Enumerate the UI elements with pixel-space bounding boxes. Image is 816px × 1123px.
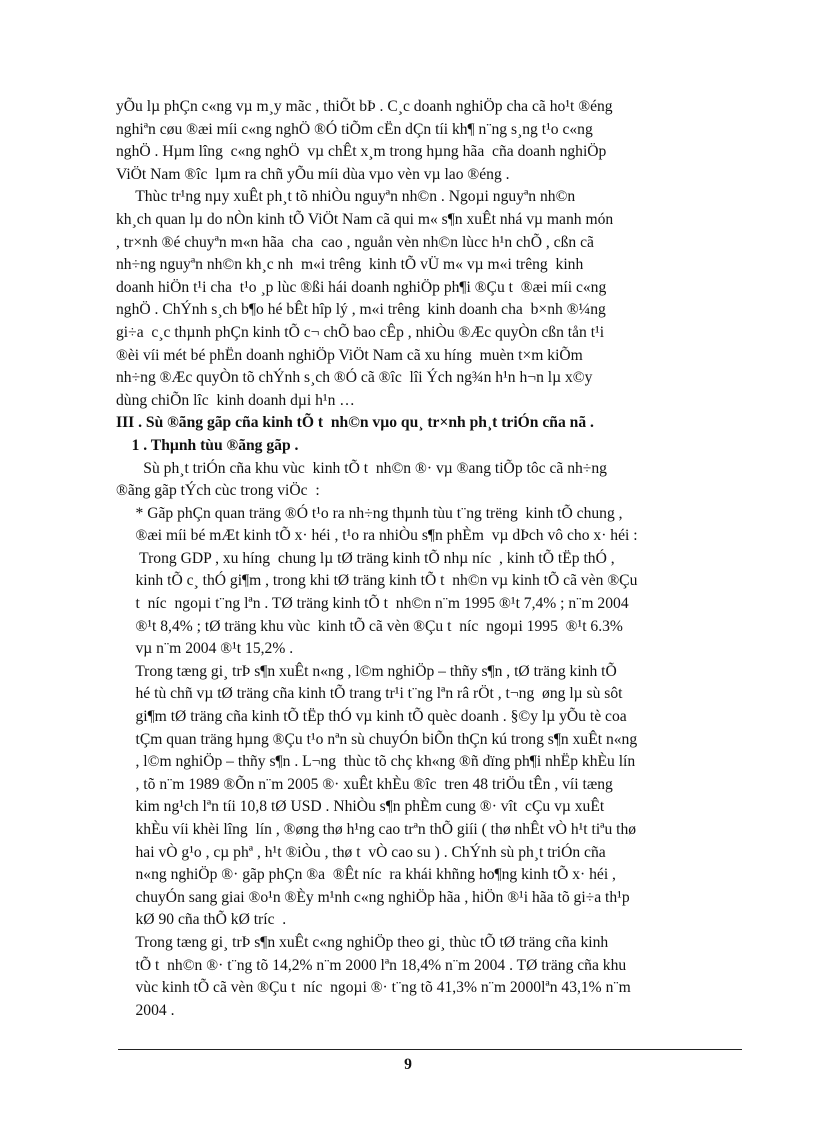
text-line: chuyÓn sang giai ®o¹n ®Èy m¹nh c«ng nghiÖp hãa , hiÖn ®¹i hãa tõ gi÷a th¹p	[116, 888, 630, 906]
text-line: nh÷ng ®Æc quyÒn tõ chÝnh s¸ch ®Ó cã ®îc lîi Ých ng¾n h¹n h¬n lµ x©y	[116, 369, 593, 387]
text-line: kh¸ch quan lµ do nÒn kinh tÕ ViÖt Nam cã qui m« s¶n xuÊt nhá vµ manh món	[116, 210, 614, 228]
text-line: tÇm quan träng hµng ®Çu t¹o nªn sù chuyÓn biÕn thÇn kú trong s¶n xuÊt n«ng	[116, 730, 638, 748]
text-line: nghÖ . Hµm lîng c«ng nghÖ vµ chÊt x¸m trong hµng hãa cña doanh nghiÖp	[116, 143, 607, 161]
text-line: kim ng¹ch lªn tíi 10,8 tØ USD . NhiÒu s¶n phÈm cung ®· vît cÇu vµ xuÊt	[116, 798, 605, 816]
text-line: , tr×nh ®é chuyªn m«n hãa cha cao , nguån vèn nh©n lùcc h¹n chÕ , cßn cã	[116, 233, 594, 251]
text-line: kinh tÕ c¸ thÓ gi¶m , trong khi tØ träng kinh tÕ t nh©n vµ kinh tÕ cã vèn ®Çu	[116, 572, 638, 590]
text-line: nh÷ng nguyªn nh©n kh¸c nh m«i trêng kinh tÕ vÜ m« vµ m«i trêng kinh	[116, 256, 584, 274]
text-line: , l©m nghiÖp – thñy s¶n . L¬ng thùc tõ chç kh«ng ®ñ dïng ph¶i nhËp khÈu lín	[116, 753, 636, 771]
text-line: kØ 90 cña thÕ kØ tríc .	[116, 911, 287, 929]
text-line: Sù ph¸t triÓn cña khu vùc kinh tÕ t nh©n ®· vµ ®ang tiÕp tôc cã nh÷ng	[116, 459, 607, 477]
text-line: Thùc tr¹ng nµy xuÊt ph¸t tõ nhiÒu nguyªn nh©n . Ngoµi nguyªn nh©n	[116, 188, 576, 206]
text-line: Trong tæng gi¸ trÞ s¶n xuÊt c«ng nghiÖp theo gi¸ thùc tÕ tØ träng cña kinh	[116, 933, 609, 951]
text-line: gi¶m tØ träng cña kinh tÕ tËp thÓ vµ kinh tÕ quèc doanh . §©y lµ yÕu tè coa	[116, 708, 627, 726]
page-number: 9	[404, 1056, 412, 1073]
text-line: Trong GDP , xu híng chung lµ tØ träng kinh tÕ nhµ níc , kinh tÕ tËp thÓ ,	[116, 549, 615, 567]
text-line: yÕu lµ phÇn c«ng vµ m¸y mãc , thiÕt bÞ . C¸c doanh nghiÖp cha cã ho¹t ®éng	[116, 98, 613, 115]
text-line: doanh hiÖn t¹i cha t¹o ¸p lùc ®ßi hái doanh nghiÖp ph¶i ®Çu t ®æi míi c«ng	[116, 278, 607, 296]
text-line: ®ãng gãp tÝch cùc trong viÖc :	[116, 482, 320, 500]
text-line: tÕ t nh©n ®· t¨ng tõ 14,2% n¨m 2000 lªn 18,4% n¨m 2004 . TØ träng cña khu	[116, 956, 627, 974]
text-line: vùc kinh tÕ cã vèn ®Çu t níc ngoµi ®· t¨ng tõ 41,3% n¨m 2000lªn 43,1% n¨m	[116, 979, 631, 997]
text-line: khÈu víi khèi lîng lín , ®øng thø h¹ng cao trªn thÕ giíi ( thø nhÊt vÒ h¹t tiªu thø	[116, 821, 637, 838]
text-line: n«ng nghiÖp ®· gãp phÇn ®a ®Êt níc ra khái khñng ho¶ng kinh tÕ x· héi ,	[116, 866, 616, 884]
text-line: ®¹t 8,4% ; tØ träng khu vùc kinh tÕ cã vèn ®Çu t níc ngoµi 1995 ®¹t 6.3%	[116, 617, 623, 635]
text-line: ®æi míi bé mÆt kinh tÕ x· héi , t¹o ra nhiÒu s¶n phÈm vµ dÞch vô cho x· héi :	[116, 527, 638, 545]
section-heading: III . Sù ®ãng gãp cña kinh tÕ t nh©n vµo qu¸ tr×nh ph¸t triÓn cña nã .	[116, 414, 594, 432]
subsection-heading: 1 . Thµnh tùu ®ãng gãp .	[116, 436, 299, 454]
paragraph-block-2	[116, 458, 742, 1023]
text-line: hai vÒ g¹o , cµ phª , h¹t ®iÒu , thø t vÒ cao su ) . ChÝnh sù ph¸t triÓn cña	[116, 843, 606, 861]
text-line: vµ n¨m 2004 ®¹t 15,2% .	[116, 640, 294, 658]
text-line: ®èi víi mét bé phËn doanh nghiÖp ViÖt Nam cã xu híng muèn t×m kiÕm	[116, 346, 583, 364]
text-line: , tõ n¨m 1989 ®Õn n¨m 2005 ®· xuÊt khÈu ®îc tren 48 triÖu tÊn , víi tæng	[116, 775, 613, 793]
paragraph-block-1	[116, 96, 742, 412]
text-line: ViÖt Nam ®îc lµm ra chñ yÕu míi dùa vµo vèn vµ lao ®éng .	[116, 165, 510, 183]
text-line: t níc ngoµi t¨ng lªn . TØ träng kinh tÕ t nh©n n¨m 1995 ®¹t 7,4% ; n¨m 2004	[116, 595, 629, 613]
text-line: 2004 .	[116, 1001, 175, 1019]
text-line: gi÷a c¸c thµnh phÇn kinh tÕ c¬ chÕ bao cÊp , nhiÒu ®Æc quyÒn cßn tån t¹i	[116, 323, 605, 341]
footer-divider	[118, 1049, 742, 1050]
text-line: hé tù chñ vµ tØ träng cña kinh tÕ trang tr¹i t¨ng lªn râ rÖt , t¬ng øng lµ sù sôt	[116, 685, 623, 703]
text-line: * Gãp phÇn quan träng ®Ó t¹o ra nh÷ng thµnh tùu t¨ng trëng kinh tÕ chung ,	[116, 504, 623, 522]
text-line: nghiªn cøu ®æi míi c«ng nghÖ ®Ó tiÕm cËn dÇn tíi kh¶ n¨ng s¸ng t¹o c«ng	[116, 120, 593, 138]
text-line: nghÖ . ChÝnh s¸ch b¶o hé bÊt hîp lý , m«i trêng kinh doanh cha b×nh ®¼ng	[116, 301, 606, 319]
document-body	[116, 96, 742, 1022]
text-line: Trong tæng gi¸ trÞ s¶n xuÊt n«ng , l©m nghiÖp – thñy s¶n , tØ träng kinh tÕ	[116, 662, 617, 680]
text-line: dùng chiÕn lîc kinh doanh dµi h¹n …	[116, 391, 355, 409]
